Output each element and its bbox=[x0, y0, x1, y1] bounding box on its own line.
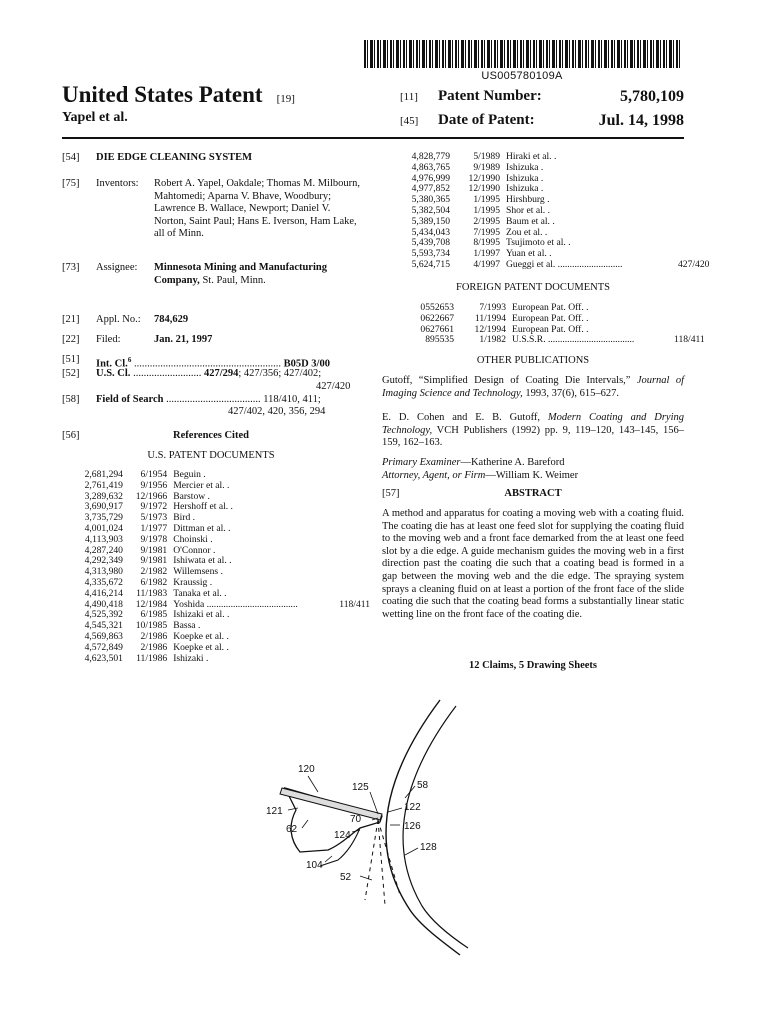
reference-name: Willemsens . bbox=[173, 566, 223, 578]
reference-name: Barstow . bbox=[173, 490, 210, 502]
reference-name: Ishizuka . bbox=[506, 172, 544, 184]
reference-date: 6/1985 bbox=[140, 609, 168, 621]
reference-name: Ishiwata et al. . bbox=[173, 555, 232, 567]
reference-number: 5,593,734 bbox=[411, 248, 450, 260]
reference-class bbox=[672, 314, 705, 325]
reference-date: 9/1956 bbox=[140, 479, 168, 491]
reference-name: Yuan et al. . bbox=[506, 248, 552, 260]
reference-number: 5,382,504 bbox=[411, 204, 450, 216]
reference-class bbox=[676, 174, 709, 185]
ref-label-121: 121 bbox=[266, 806, 283, 817]
ref-label-58: 58 bbox=[417, 780, 429, 791]
reference-name: Tsujimoto et al. . bbox=[506, 237, 571, 249]
reference-date: 6/1982 bbox=[140, 576, 168, 588]
foreign-references-table bbox=[408, 303, 705, 346]
inventors: Robert A. Yapel, Oakdale; Thomas M. Milbourn, Mahtomedi; Aparna V. Bhave, Woodbury; Lawrence B. Wallace, Newport; Daniel V. Norton, Saint Paul; Hans E. Iverson, Ham Lake, all of Minn. bbox=[154, 178, 361, 240]
reference-class bbox=[676, 238, 709, 249]
reference-name: Bassa . bbox=[173, 620, 201, 632]
reference-name: Zou et al. . bbox=[506, 226, 548, 238]
ref-label-52: 52 bbox=[340, 872, 352, 883]
reference-number: 4,001,024 bbox=[84, 522, 123, 534]
us-docs-title: U.S. PATENT DOCUMENTS bbox=[147, 450, 275, 461]
field-of-search: Field of Search .................................... 118/410, 411; bbox=[96, 394, 321, 405]
reference-date: 12/1966 bbox=[135, 490, 168, 502]
publication-1: Gutoff, “Simplified Design of Coating Die Intervals,” Journal of Imaging Science and Technology, 1993, 37(6), 615–627. bbox=[382, 375, 684, 399]
reference-name: Tanaka et al. . bbox=[173, 587, 227, 599]
reference-date: 11/1983 bbox=[136, 587, 168, 599]
reference-name: Hirshburg . bbox=[506, 194, 550, 206]
reference-date: 4/1997 bbox=[473, 258, 500, 270]
reference-number: 4,292,349 bbox=[84, 555, 123, 567]
reference-name: Hershoff et al. . bbox=[173, 501, 233, 513]
reference-number: 5,439,708 bbox=[411, 237, 450, 249]
reference-name: Dittman et al. . bbox=[173, 522, 231, 534]
reference-class bbox=[676, 217, 709, 228]
reference-name: Mercier et al. . bbox=[173, 479, 230, 491]
reference-number: 4,113,903 bbox=[84, 533, 123, 545]
reference-date: 2/1995 bbox=[473, 215, 500, 227]
ref-label-104: 104 bbox=[306, 860, 323, 871]
reference-number: 4,525,392 bbox=[84, 609, 123, 621]
patent-number-row: [11] Patent Number: 5,780,109 bbox=[400, 88, 684, 105]
ref-label-62: 62 bbox=[286, 824, 298, 835]
ref-label-124: 124 bbox=[334, 830, 351, 841]
reference-name: Yoshida ...................................... bbox=[173, 598, 298, 610]
ref-label-125: 125 bbox=[352, 782, 369, 793]
reference-class bbox=[676, 152, 709, 163]
abstract-text: A method and apparatus for coating a moving web with a coating fluid. The coating die has at least one feed slot for supplying the coating fluid to the moving web and a front face demarked from the at least one feed slot by a die edge. A guide mechanism guides the moving web in a first direction past the coating die such that a coating bead is formed in a gap between the moving web and the die edge. The spraying system sprays a cleaning fluid on at least a portion of the front face of the slide coating die such that the coating bead forms a substantially linear static wetting line on the front face of the coating die. bbox=[382, 508, 684, 620]
patent-title: United States Patent [19] bbox=[62, 82, 295, 107]
other-publications-title: OTHER PUBLICATIONS bbox=[476, 355, 590, 366]
reference-number: 5,434,043 bbox=[411, 226, 450, 238]
reference-date: 1/1982 bbox=[479, 334, 506, 346]
reference-number: 3,690,917 bbox=[84, 501, 123, 513]
reference-number: 2,681,294 bbox=[84, 469, 123, 480]
spray-line bbox=[378, 820, 400, 895]
reference-number: 0552653 bbox=[420, 302, 454, 313]
reference-date: 8/1995 bbox=[473, 237, 500, 249]
reference-number: 5,380,365 bbox=[411, 194, 450, 206]
reference-number: 4,490,418 bbox=[84, 598, 123, 610]
reference-class: 118/411 bbox=[674, 334, 705, 346]
reference-number: 5,389,150 bbox=[411, 215, 450, 227]
reference-number: 2,761,419 bbox=[84, 479, 123, 491]
abstract-title: ABSTRACT bbox=[504, 488, 562, 499]
reference-number: 4,977,852 bbox=[411, 183, 450, 195]
reference-name: Hiraki et al. . bbox=[506, 151, 557, 162]
reference-class: 427/420 bbox=[678, 258, 710, 270]
reference-name: Bird . bbox=[173, 512, 196, 524]
filed-date: Jan. 21, 1997 bbox=[154, 334, 213, 345]
reference-date: 6/1954 bbox=[140, 469, 168, 480]
reference-number: 4,416,214 bbox=[84, 587, 123, 599]
int-cl: Int. Cl.$^6$ ........................................................ B05D 3/00 bbox=[96, 356, 330, 370]
reference-date: 2/1982 bbox=[140, 566, 168, 578]
reference-date: 1/1995 bbox=[473, 194, 500, 206]
reference-name: Beguin . bbox=[173, 469, 206, 480]
reference-date: 9/1981 bbox=[140, 555, 168, 567]
reference-number: 4,623,501 bbox=[84, 652, 123, 664]
barcode-number: US005780109A bbox=[481, 70, 563, 82]
assignee: Minnesota Mining and Manufacturing Company, St. Paul, Minn. bbox=[154, 262, 327, 286]
reference-date: 7/1995 bbox=[473, 226, 500, 238]
reference-date: 7/1993 bbox=[479, 302, 506, 313]
ref-label-70: 70 bbox=[350, 814, 362, 825]
left-column: [54] DIE EDGE CLEANING SYSTEM [75] Inventors: Robert A. Yapel, Oakdale; Thomas M. Milbourn, Mahtomedi; Aparna V. Bhave, Woodbury; Lawrence B. Wallace, Newport; Daniel V. Norton, Saint Paul; Hans E. Iverson, Ham Lake, all of Minn. [73] Assignee: Minnesota Mining and Manufacturing Company, St. Paul, Minn. [21] Appl. No.: 784,629 [22] Filed: Jan. 21, 1997 [51] Int. Cl.$^6$ ........................................................ B05D 3/00 [52] U.S. Cl. .......................... 427/294; 427/356; 427/402; 427/420 [58] Field of Search .................................... 118/410, 411; 427/402, 420, 356, 294 [56] References Cited U.S. PATENT DOCUMENTS 2,681,294 6/1954 Beguin . 2,761,419 9/1956 Mercier et al. . 3,289,632 12/1966 Barstow . 3,690,917 9/1972 Hershoff et al. . 3,735,729 5/1973 Bird . 4,001,024 1/1977 Dittman et al. . 4,113,903 9/1978 Choinski . 4,287,240 9/1981 O'Connor . 4,292,349 9/1981 Ishiwata et al. . 4,313,980 2/1982 Willemsens . 4,335,672 6/1982 Kraussig . 4,416,214 11/1983 Tanaka et al. . 4,490,418 12/1984 Yoshida ...................................... 118/411 4,525,392 6/1985 Ishizaki et al. . 4,545,321 10/1985 Bassa . 4,569,863 2/1986 Koepke et al. . 4,572,849 2/1986 Koepke et al. . 4,623,501 11/1986 Ishizaki . bbox=[62, 152, 370, 664]
publication-2: E. D. Cohen and E. B. Gutoff, Modern Coating and Drying Technology, VCH Publishers (1992) pp. 9, 119–120, 143–145, 156–159, 162–163. bbox=[382, 412, 685, 449]
reference-name: Ishizuka . bbox=[506, 183, 544, 195]
ref-label-126: 126 bbox=[404, 821, 421, 832]
reference-date: 12/1984 bbox=[135, 598, 168, 610]
reference-row bbox=[404, 163, 709, 174]
reference-name: Koepke et al. . bbox=[173, 641, 229, 653]
reference-name: Ishizaki . bbox=[173, 652, 209, 664]
patent-number: 5,780,109 bbox=[620, 88, 684, 105]
patent-date-row: [45] Date of Patent: Jul. 14, 1998 bbox=[400, 112, 684, 129]
reference-date: 9/1978 bbox=[140, 533, 168, 545]
reference-date: 9/1989 bbox=[473, 161, 500, 173]
reference-date: 11/1994 bbox=[474, 312, 506, 324]
reference-class: 118/411 bbox=[339, 598, 370, 610]
reference-date: 2/1986 bbox=[140, 641, 168, 653]
reference-number: 4,572,849 bbox=[84, 641, 123, 653]
reference-date: 12/1990 bbox=[468, 183, 500, 195]
reference-number: 4,287,240 bbox=[84, 544, 123, 556]
patent-drawing bbox=[260, 680, 760, 980]
reference-date: 1/1997 bbox=[473, 248, 500, 260]
reference-class bbox=[676, 228, 709, 239]
reference-date: 9/1972 bbox=[140, 501, 168, 513]
reference-date: 1/1977 bbox=[140, 522, 168, 534]
reference-date: 12/1994 bbox=[474, 323, 506, 335]
reference-name: Choinski . bbox=[173, 533, 213, 545]
attorney: Attorney, Agent, or Firm—William K. Weimer bbox=[382, 470, 579, 481]
reference-number: 3,289,632 bbox=[84, 490, 123, 502]
reference-class bbox=[676, 206, 709, 217]
reference-date: 11/1986 bbox=[136, 652, 168, 664]
reference-number: 4,976,999 bbox=[411, 172, 450, 184]
reference-date: 9/1981 bbox=[140, 544, 168, 556]
spray-line bbox=[365, 820, 378, 900]
reference-number: 4,569,863 bbox=[84, 630, 123, 642]
reference-name: U.S.S.R. .................................... bbox=[512, 334, 635, 346]
reference-date: 5/1973 bbox=[140, 512, 168, 524]
reference-date: 5/1989 bbox=[473, 151, 500, 162]
invention-title: DIE EDGE CLEANING SYSTEM bbox=[96, 152, 253, 163]
reference-row bbox=[404, 217, 709, 228]
reference-number: 4,335,672 bbox=[84, 576, 123, 588]
reference-row bbox=[408, 335, 705, 346]
primary-examiner: Primary Examiner—Katherine A. Bareford bbox=[382, 457, 565, 468]
us-references-cont-table bbox=[404, 152, 709, 271]
appl-no: 784,629 bbox=[154, 314, 189, 325]
reference-number: 4,863,765 bbox=[411, 161, 450, 173]
ref-label-128: 128 bbox=[420, 842, 437, 853]
patent-date: Jul. 14, 1998 bbox=[598, 112, 684, 129]
reference-name: Baum et al. . bbox=[506, 215, 555, 227]
reference-name: European Pat. Off. . bbox=[512, 312, 589, 324]
reference-number: 5,624,715 bbox=[411, 258, 450, 270]
ref-label-120: 120 bbox=[298, 764, 315, 775]
roll-outer-arc bbox=[386, 700, 460, 955]
reference-number: 0627661 bbox=[420, 323, 454, 335]
title-bracket: [19] bbox=[276, 93, 295, 105]
reference-name: European Pat. Off. . bbox=[512, 323, 589, 335]
reference-name: Shor et al. . bbox=[506, 204, 550, 216]
reference-date: 12/1990 bbox=[468, 172, 500, 184]
reference-name: Gueggi et al. ........................... bbox=[506, 258, 623, 270]
reference-class bbox=[676, 163, 709, 174]
reference-number: 895535 bbox=[425, 334, 454, 346]
us-cl: U.S. Cl. .......................... 427/294; 427/356; 427/402; bbox=[96, 368, 322, 379]
reference-number: 3,735,729 bbox=[84, 512, 123, 524]
reference-date: 10/1985 bbox=[135, 620, 168, 632]
claims-line: 12 Claims, 5 Drawing Sheets bbox=[468, 660, 598, 671]
reference-row bbox=[408, 314, 705, 325]
foreign-docs-title: FOREIGN PATENT DOCUMENTS bbox=[455, 282, 611, 293]
reference-name: Ishizaki et al. . bbox=[173, 609, 230, 621]
references-cited-title: References Cited bbox=[173, 430, 249, 441]
reference-name: Kraussig . bbox=[173, 576, 213, 588]
reference-name: Koepke et al. . bbox=[173, 630, 229, 642]
reference-class bbox=[676, 184, 709, 195]
reference-name: European Pat. Off. . bbox=[512, 302, 589, 313]
reference-class bbox=[676, 195, 709, 206]
ref-label-122: 122 bbox=[404, 802, 421, 813]
reference-name: O'Connor . bbox=[173, 544, 216, 556]
right-column: 4,828,779 5/1989 Hiraki et al. . 4,863,765 9/1989 Ishizuka . 4,976,999 12/1990 Ishizuka . 4,977,852 12/1990 Ishizuka . 5,380,365 1/1995 Hirshburg . 5,382,504 1/1995 Shor et al. . 5,389,150 2/1995 Baum et al. . 5,434,043 7/1995 Zou et al. . 5,439,708 8/1995 Tsujimoto et al. . 5,593,734 1/1997 Yuan et al. . 5,624,715 4/1997 Gueggi et al. ........................... 427/420 FOREIGN PATENT DOCUMENTS 0552653 7/1993 European Pat. Off. . 0622667 11/1994 European Pat. Off. . 0627661 12/1994 European Pat. Off. . 895535 1/1982 U.S.S.R. .................................... 118/411 OTHER PUBLICATIONS Gutoff, “Simplified Design of Coating Die Intervals,” Journal of Imaging Science and Technology, 1993, 37(6), 615–627. E. D. Cohen and E. B. Gutoff, Modern Coating and Drying Technology, VCH Publishers (1992) pp. 9, 119–120, 143–145, 156–159, 162–163. Primary Examiner—Katherine A. Bareford Attorney, Agent, or Firm—William K. Weimer [57] ABSTRACT A method and apparatus for coating a moving web with a coating fluid. The coating die has at least one feed slot for supplying the coating fluid to the moving web and a front face demarked from the at least one feed slot by a die edge. A guide mechanism guides the moving web in a first direction past the coating die such that a coating bead is formed in a gap between the moving web and the die edge. The spraying system sprays a cleaning fluid on at least a portion of the front face of the slide coating die such that the coating bead forms a substantially linear static wetting line on the front face of the coating die. 12 Claims, 5 Drawing Sheets bbox=[382, 151, 710, 671]
reference-name: Ishizuka . bbox=[506, 161, 544, 173]
reference-date: 2/1986 bbox=[140, 630, 168, 642]
spray-line bbox=[378, 820, 385, 905]
reference-number: 4,828,779 bbox=[411, 151, 450, 162]
reference-class bbox=[672, 303, 705, 314]
reference-row bbox=[404, 260, 709, 271]
patent-authors: Yapel et al. bbox=[62, 110, 128, 125]
reference-date: 1/1995 bbox=[473, 204, 500, 216]
reference-number: 4,313,980 bbox=[84, 566, 123, 578]
reference-number: 4,545,321 bbox=[84, 620, 123, 632]
reference-number: 0622667 bbox=[420, 312, 454, 324]
